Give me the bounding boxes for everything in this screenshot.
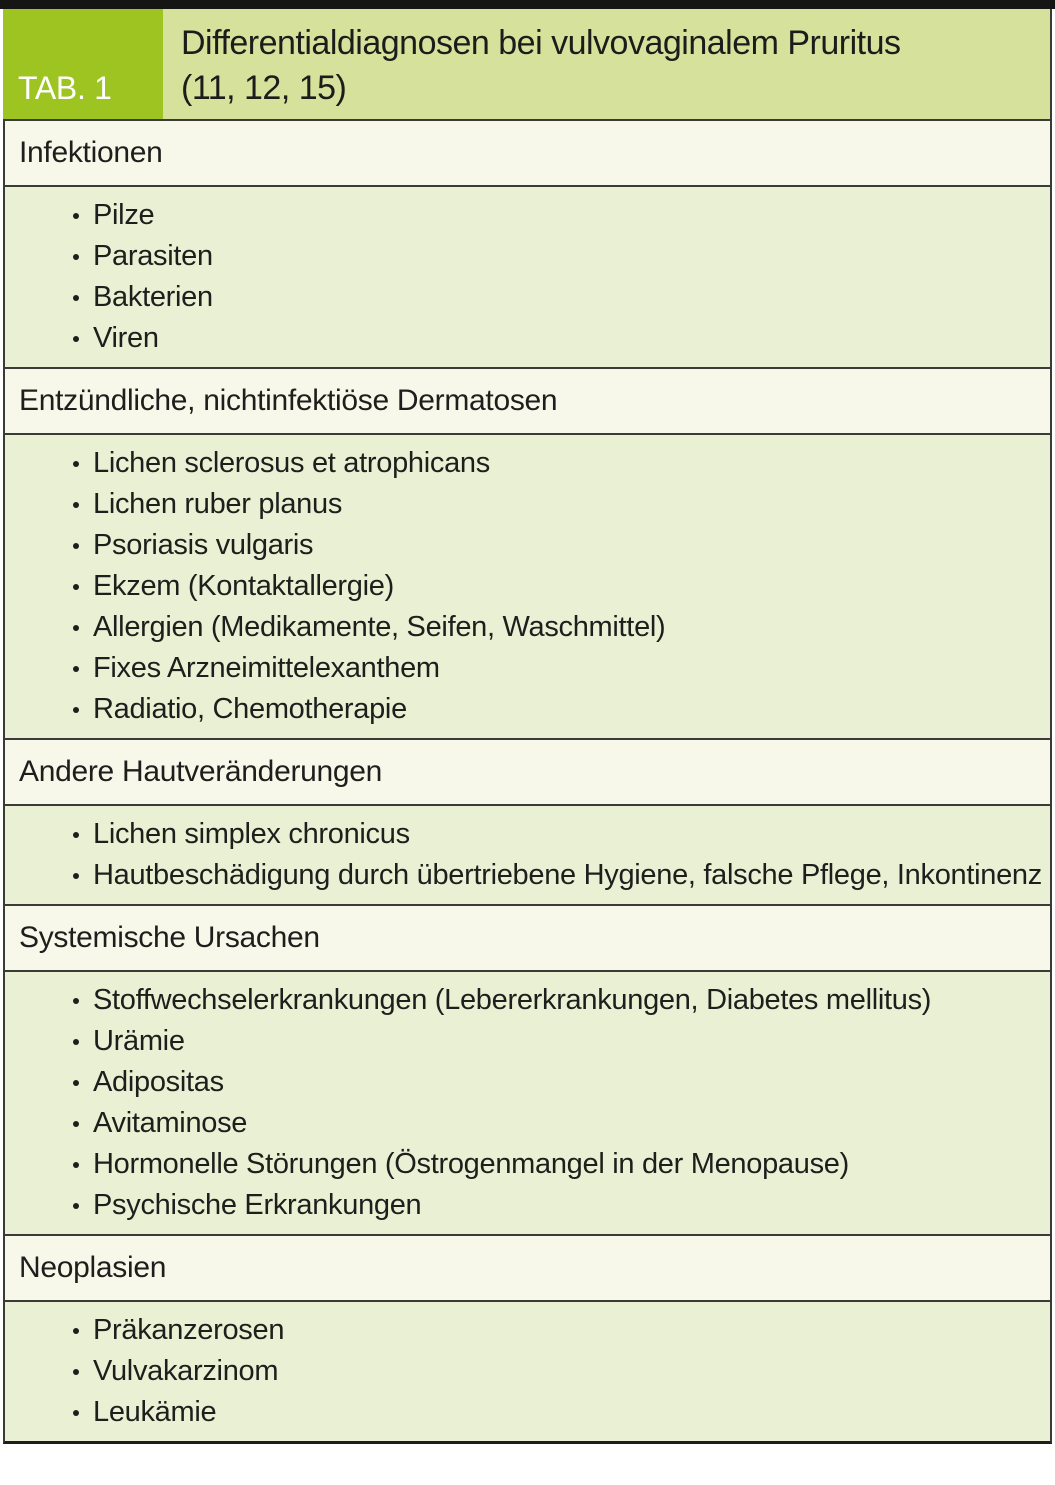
list-item <box>5 1062 1044 1103</box>
list-item <box>5 484 1044 525</box>
list-item <box>5 1021 1044 1062</box>
bullet-icon <box>73 461 79 467</box>
list-item-label: Psoriasis vulgaris <box>93 529 314 561</box>
list-item <box>5 443 1044 484</box>
bullet-icon <box>73 1369 79 1375</box>
bullet-icon <box>73 543 79 549</box>
bullet-icon <box>73 584 79 590</box>
list-item-label: Lichen sclerosus et atrophicans <box>93 447 490 479</box>
list-item <box>5 1310 1044 1351</box>
bullet-icon <box>73 254 79 260</box>
diagnosis-table <box>3 9 1052 1444</box>
list-item <box>5 318 1044 359</box>
bullet-icon <box>73 502 79 508</box>
list-item <box>5 1351 1044 1392</box>
list-item-label: Urämie <box>93 1025 185 1057</box>
list-item-label: Pilze <box>93 199 155 231</box>
list-item-label: Parasiten <box>93 240 213 272</box>
section-list <box>5 970 1050 1234</box>
bullet-icon <box>73 666 79 672</box>
section-list <box>5 1300 1050 1441</box>
bullet-icon <box>73 1080 79 1086</box>
table-title-line1: Differentialdiagnosen bei vulvovaginalem Pruritus <box>181 24 901 62</box>
bullet-icon <box>73 1203 79 1209</box>
table-body <box>3 119 1052 1444</box>
section-header: Systemische Ursachen <box>5 904 1050 970</box>
bullet-icon <box>73 295 79 301</box>
section-header: Andere Hautveränderungen <box>5 738 1050 804</box>
list-item-label: Viren <box>93 322 159 354</box>
bullet-icon <box>73 625 79 631</box>
list-item-label: Adipositas <box>93 1066 224 1098</box>
list-item-label: Leukämie <box>93 1396 217 1428</box>
section-header: Neoplasien <box>5 1234 1050 1300</box>
bullet-icon <box>73 1410 79 1416</box>
list-item-label: Hautbeschädigung durch übertriebene Hygiene, falsche Pflege, Inkontinenz <box>93 859 1042 891</box>
list-item-label: Fixes Arzneimittelexanthem <box>93 652 440 684</box>
list-item <box>5 525 1044 566</box>
table-title <box>163 9 1050 119</box>
list-item <box>5 236 1044 277</box>
bullet-icon <box>73 336 79 342</box>
list-item <box>5 277 1044 318</box>
list-item <box>5 566 1044 607</box>
list-item <box>5 855 1044 896</box>
list-item <box>5 607 1044 648</box>
bullet-icon <box>73 1039 79 1045</box>
list-item-label: Avitaminose <box>93 1107 248 1139</box>
list-item-label: Allergien (Medikamente, Seifen, Waschmittel) <box>93 611 666 643</box>
list-item <box>5 1144 1044 1185</box>
list-item-label: Psychische Erkrankungen <box>93 1189 422 1221</box>
section-header: Infektionen <box>5 119 1050 185</box>
list-item <box>5 1185 1044 1226</box>
list-item-label: Stoffwechselerkrankungen (Lebererkrankungen, Diabetes mellitus) <box>93 984 932 1016</box>
list-item <box>5 195 1044 236</box>
bullet-icon <box>73 213 79 219</box>
bullet-icon <box>73 832 79 838</box>
bullet-icon <box>73 707 79 713</box>
table-header-row <box>3 9 1052 119</box>
section-list <box>5 185 1050 367</box>
list-item-label: Hormonelle Störungen (Östrogenmangel in der Menopause) <box>93 1148 849 1180</box>
list-item-label: Lichen simplex chronicus <box>93 818 410 850</box>
table-top-rule <box>0 0 1055 9</box>
bullet-icon <box>73 873 79 879</box>
list-item-label: Vulvakarzinom <box>93 1355 279 1387</box>
table-number-badge: TAB. 1 <box>3 9 163 119</box>
section-header: Entzündliche, nichtinfektiöse Dermatosen <box>5 367 1050 433</box>
list-item <box>5 814 1044 855</box>
bullet-icon <box>73 1328 79 1334</box>
list-item <box>5 1392 1044 1433</box>
table-title-line2: (11, 12, 15) <box>181 69 347 107</box>
list-item-label: Präkanzerosen <box>93 1314 285 1346</box>
list-item-label: Radiatio, Chemotherapie <box>93 693 407 725</box>
section-list <box>5 433 1050 738</box>
bullet-icon <box>73 1121 79 1127</box>
list-item-label: Lichen ruber planus <box>93 488 343 520</box>
bullet-icon <box>73 998 79 1004</box>
list-item <box>5 980 1044 1021</box>
list-item-label: Bakterien <box>93 281 213 313</box>
list-item <box>5 1103 1044 1144</box>
list-item <box>5 648 1044 689</box>
list-item-label: Ekzem (Kontaktallergie) <box>93 570 394 602</box>
section-list <box>5 804 1050 904</box>
list-item <box>5 689 1044 730</box>
bullet-icon <box>73 1162 79 1168</box>
